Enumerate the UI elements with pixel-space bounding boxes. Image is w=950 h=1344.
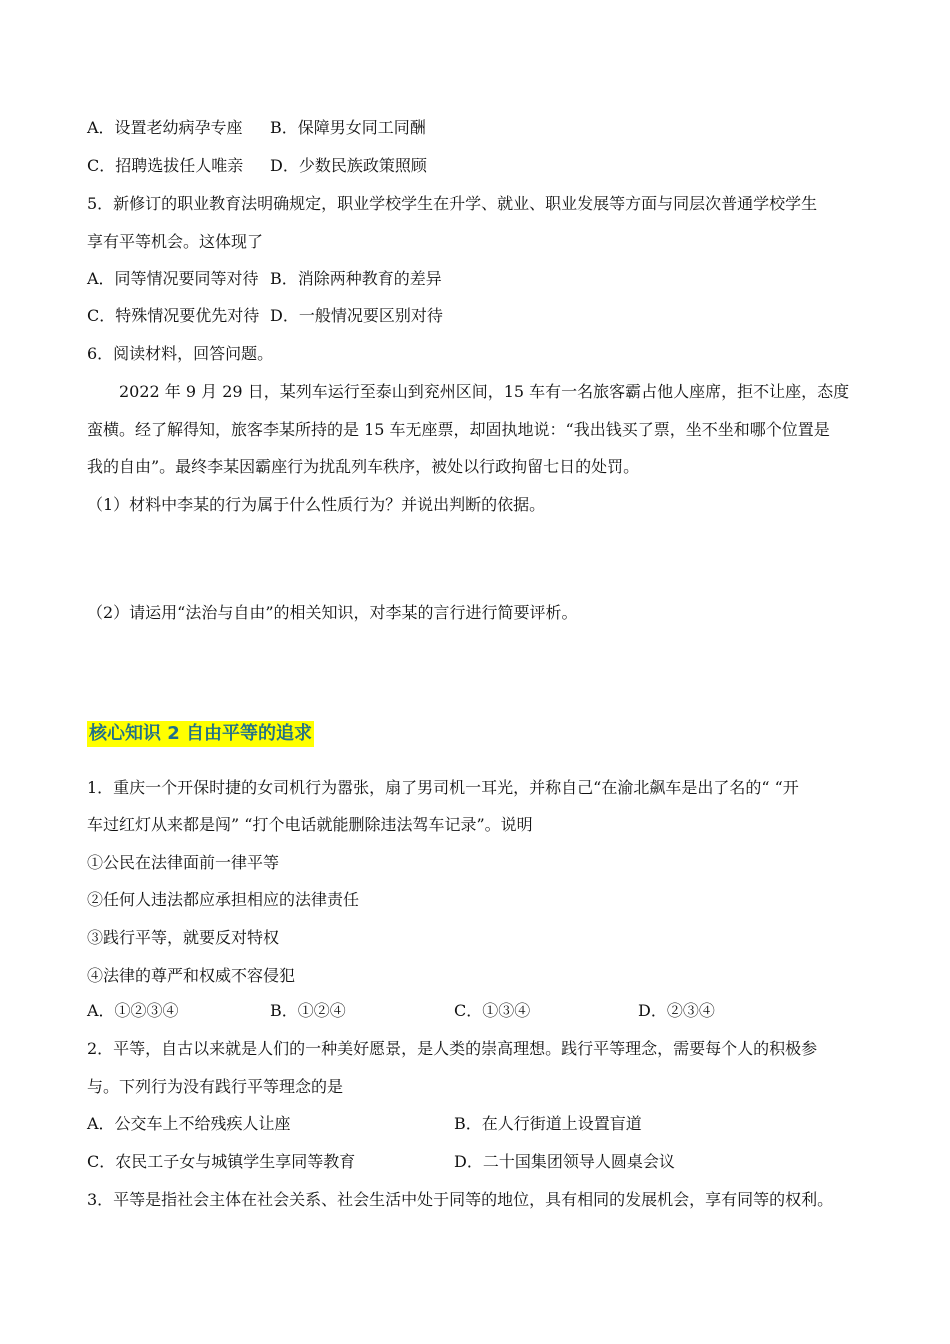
- question-stem: 1．重庆一个开保时捷的女司机行为嚣张，扇了男司机一耳光，并称自己“在渝北飙车是出了名的“ “开: [87, 778, 799, 797]
- question-stem: 2．平等，自古以来就是人们的一种美好愿景，是人类的崇高理想。践行平等理念，需要每个人的积极参: [87, 1039, 818, 1058]
- option-b: B．消除两种教育的差异: [270, 269, 442, 288]
- sub-question: （2）请运用“法治与自由”的相关知识，对李某的言行进行简要评析。: [87, 603, 578, 622]
- option-a: A．设置老幼病孕专座: [87, 118, 243, 137]
- option-a: A．公交车上不给残疾人让座: [87, 1114, 291, 1133]
- question-stem: 6．阅读材料，回答问题。: [87, 344, 274, 363]
- option-a: A．①②③④: [87, 1001, 179, 1020]
- question-stem: 车过红灯从来都是闯” “打个电话就能删除违法驾车记录”。说明: [87, 815, 533, 834]
- option-d: D．二十国集团领导人圆桌会议: [454, 1152, 675, 1171]
- question-stem: 享有平等机会。这体现了: [87, 232, 264, 251]
- material-text: 2022 年 9 月 29 日，某列车运行至泰山到兖州区间，15 车有一名旅客霸占他人座席，拒不让座，态度: [119, 382, 850, 401]
- option-c: C．特殊情况要优先对待: [87, 306, 260, 325]
- option-a: A．同等情况要同等对待: [87, 269, 259, 288]
- option-d: D．一般情况要区别对待: [270, 306, 443, 325]
- option-b: B．在人行街道上设置盲道: [454, 1114, 642, 1133]
- question-stem: 3．平等是指社会主体在社会关系、社会生活中处于同等的地位，具有相同的发展机会，享有同等的权利。: [87, 1190, 834, 1209]
- option-b: B．保障男女同工同酬: [270, 118, 426, 137]
- material-text: 我的自由”。最终李某因霸座行为扰乱列车秩序，被处以行政拘留七日的处罚。: [87, 457, 640, 476]
- option-c: C．农民工子女与城镇学生享同等教育: [87, 1152, 356, 1171]
- option-b: B．①②④: [270, 1001, 346, 1020]
- statement-item: ④法律的尊严和权威不容侵犯: [87, 966, 296, 985]
- option-d: D．少数民族政策照顾: [270, 156, 427, 175]
- question-stem: 与。下列行为没有践行平等理念的是: [87, 1077, 344, 1096]
- option-c: C．招聘选拔任人唯亲: [87, 156, 244, 175]
- material-text: 蛮横。经了解得知，旅客李某所持的是 15 车无座票，却固执地说：“我出钱买了票，坐不坐和哪个位置是: [87, 420, 830, 439]
- section-heading: 核心知识 2 自由平等的追求: [87, 721, 314, 747]
- option-d: D．②③④: [638, 1001, 715, 1020]
- question-stem: 5．新修订的职业教育法明确规定，职业学校学生在升学、就业、职业发展等方面与同层次普通学校学生: [87, 194, 818, 213]
- statement-item: ①公民在法律面前一律平等: [87, 853, 280, 872]
- statement-item: ③践行平等，就要反对特权: [87, 928, 280, 947]
- statement-item: ②任何人违法都应承担相应的法律责任: [87, 890, 360, 909]
- sub-question: （1）材料中李某的行为属于什么性质行为？并说出判断的依据。: [87, 495, 546, 514]
- option-c: C．①③④: [454, 1001, 531, 1020]
